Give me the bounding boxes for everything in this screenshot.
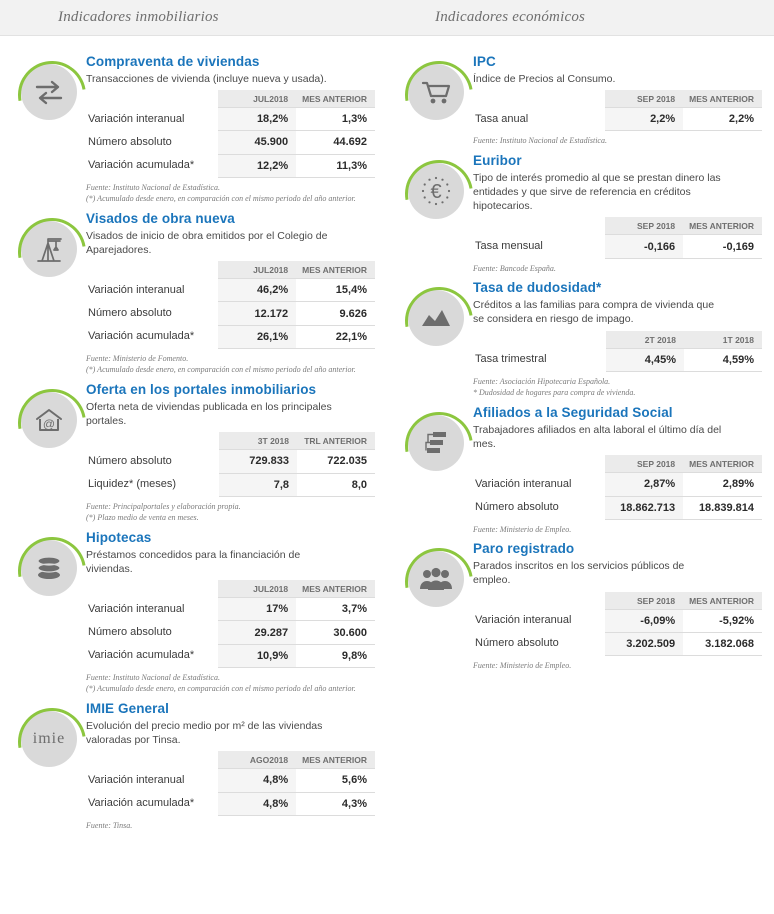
indicator-content — [473, 153, 762, 274]
indicator-notes — [473, 376, 762, 399]
row-value: 30.600 — [296, 621, 375, 644]
indicator-icon-cell — [399, 153, 473, 274]
source-note: (*) Acumulado desde enero, en comparación con el mismo periodo del año anterior. — [86, 365, 356, 375]
row-label: Número absoluto — [88, 454, 172, 467]
indicator-table — [473, 331, 762, 372]
row-value: 1,3% — [296, 108, 375, 131]
exchange-arrows-icon — [21, 64, 77, 120]
indicator-block — [387, 405, 774, 535]
indicator-notes — [473, 135, 762, 147]
source-note: Fuente: Asociación Hipotecaria Española. — [473, 376, 611, 386]
indicator-notes — [473, 524, 762, 536]
indicator-table — [473, 217, 762, 258]
indicator-block — [387, 280, 774, 399]
section-title-economic: Indicadores económicos — [435, 9, 586, 25]
indicator-title: Tasa de dudosidad* — [473, 280, 602, 296]
indicator-table — [473, 455, 762, 519]
source-note: Fuente: Ministerio de Empleo. — [473, 524, 572, 534]
table-row — [473, 348, 762, 371]
indicator-title: Afiliados a la Seguridad Social — [473, 404, 673, 420]
table-row — [473, 609, 762, 632]
table-row — [86, 598, 375, 621]
row-label: Variación interanual — [88, 773, 185, 786]
row-value: 3.182.068 — [683, 632, 762, 655]
table-header-row — [473, 217, 762, 235]
indicator-icon-cell — [399, 280, 473, 399]
svg-text:€: € — [430, 180, 442, 203]
row-label: Variación acumulada* — [88, 649, 195, 662]
row-value: 3,7% — [296, 598, 375, 621]
row-value: 15,4% — [296, 279, 375, 302]
euro-stars-icon — [408, 163, 464, 219]
indicator-content — [473, 280, 762, 399]
table-row — [86, 131, 375, 154]
section-header-band — [0, 0, 774, 36]
table-row — [86, 154, 375, 177]
indicator-title: Oferta en los portales inmobiliarios — [86, 382, 317, 398]
mountain-chart-icon — [408, 290, 464, 346]
source-note: (*) Acumulado desde enero, en comparación con el mismo periodo del año anterior. — [86, 684, 356, 694]
table-header-period: SEP 2018 — [605, 592, 683, 610]
row-value: 4,8% — [218, 769, 296, 792]
organization-chart-icon — [408, 415, 464, 471]
indicator-icon-cell — [399, 541, 473, 671]
row-value: 2,2% — [683, 108, 762, 131]
row-value: -5,92% — [683, 609, 762, 632]
row-value: 7,8 — [219, 473, 297, 496]
table-header-blank — [86, 261, 218, 279]
indicator-title: IPC — [473, 54, 496, 69]
row-label: Número absoluto — [88, 306, 172, 319]
people-group-icon — [408, 551, 464, 607]
row-value: 11,3% — [296, 154, 375, 177]
indicator-notes — [86, 672, 375, 695]
indicator-description: Parados inscritos en los servicios públicos de empleo. — [473, 560, 685, 587]
table-row — [86, 302, 375, 325]
table-header-period: MES ANTERIOR — [296, 580, 375, 598]
row-value: 2,87% — [605, 473, 683, 496]
source-note: (*) Plazo medio de venta en meses. — [86, 513, 199, 523]
table-header-period: MES ANTERIOR — [683, 455, 762, 473]
indicator-icon-cell — [12, 382, 86, 524]
indicator-icon-cell — [399, 54, 473, 147]
indicator-description: Créditos a las familias para compra de vivienda que se considera en riesgo de impago. — [473, 299, 715, 326]
table-header-row — [86, 751, 375, 769]
row-value: 18.862.713 — [605, 496, 683, 519]
indicator-title: IMIE General — [86, 701, 169, 717]
row-value: 26,1% — [218, 325, 296, 348]
table-row — [86, 473, 375, 496]
row-value: 9.626 — [296, 302, 375, 325]
table-header-period: MES ANTERIOR — [296, 261, 375, 279]
indicator-content — [473, 405, 762, 535]
indicator-icon-cell — [399, 405, 473, 535]
indicator-content — [473, 54, 762, 147]
row-value: 4,45% — [606, 348, 684, 371]
table-row — [473, 235, 762, 258]
indicator-description: Evolución del precio medio por m² de las viviendas valoradas por Tinsa. — [86, 720, 323, 747]
table-header-blank — [86, 90, 218, 108]
row-value: -6,09% — [605, 609, 683, 632]
indicator-icon-cell — [12, 211, 86, 376]
indicator-table — [86, 261, 375, 349]
table-header-blank — [473, 90, 605, 108]
indicator-notes — [473, 263, 762, 275]
indicator-description: Transacciones de vivienda (incluye nueva y usada). — [86, 73, 327, 85]
indicator-icon-cell — [12, 701, 86, 831]
table-header-period: SEP 2018 — [605, 90, 683, 108]
table-header-period: JUL2018 — [218, 261, 296, 279]
row-value: 2,2% — [605, 108, 683, 131]
table-header-row — [473, 455, 762, 473]
indicator-title: Paro registrado — [473, 541, 575, 557]
indicator-description: Préstamos concedidos para la financiación de viviendas. — [86, 548, 301, 576]
table-header-blank — [473, 455, 605, 473]
table-header-period: MES ANTERIOR — [683, 592, 762, 610]
indicator-notes — [473, 660, 762, 672]
row-value: 8,0 — [297, 473, 375, 496]
indicator-notes — [86, 353, 375, 376]
indicator-table — [86, 90, 375, 178]
indicator-block — [0, 382, 387, 524]
indicator-description: Oferta neta de viviendas publicada en los principales portales. — [86, 401, 332, 428]
row-label: Variación acumulada* — [88, 159, 195, 172]
table-header-blank — [86, 432, 219, 450]
indicator-content — [86, 54, 375, 205]
indicator-content — [86, 382, 375, 524]
row-value: 4,59% — [684, 348, 762, 371]
indicator-block — [0, 211, 387, 376]
indicator-icon-cell — [12, 530, 86, 695]
svg-text:@: @ — [42, 417, 56, 432]
table-header-period: SEP 2018 — [605, 455, 683, 473]
source-note: Fuente: Ministerio de Empleo. — [473, 661, 572, 670]
source-note: Fuente: Tinsa. — [86, 820, 133, 830]
indicator-notes — [86, 820, 375, 832]
row-value: 9,8% — [296, 644, 375, 667]
row-value: 722.035 — [297, 450, 375, 473]
column-real-estate-indicators — [0, 36, 387, 837]
table-header-row — [473, 331, 762, 349]
table-header-period: JUL2018 — [218, 580, 296, 598]
table-header-period: MES ANTERIOR — [683, 217, 762, 235]
row-value: 12.172 — [218, 302, 296, 325]
table-header-blank — [473, 217, 605, 235]
row-value: 44.692 — [296, 131, 375, 154]
indicator-table — [473, 592, 762, 656]
source-note: Fuente: Bancode España. — [473, 263, 556, 273]
table-header-row — [86, 261, 375, 279]
table-header-period: TRL ANTERIOR — [297, 432, 375, 450]
table-header-row — [473, 90, 762, 108]
indicator-content — [86, 701, 375, 831]
table-header-period: 3T 2018 — [219, 432, 297, 450]
table-header-period: SEP 2018 — [605, 217, 683, 235]
table-header-blank — [86, 580, 218, 598]
row-value: 22,1% — [296, 325, 375, 348]
row-label: Liquidez* (meses) — [88, 478, 177, 491]
row-label: Número absoluto — [475, 637, 559, 650]
indicator-content — [86, 211, 375, 376]
table-row — [86, 325, 375, 348]
indicator-notes — [86, 501, 375, 524]
table-header-row — [86, 432, 375, 450]
indicator-table — [86, 580, 375, 668]
source-note: Fuente: Instituto Nacional de Estadística. — [86, 182, 220, 192]
row-label: Variación interanual — [88, 283, 185, 296]
row-label: Variación interanual — [475, 477, 572, 490]
indicator-block — [387, 153, 774, 274]
row-label: Tasa anual — [475, 112, 529, 125]
indicator-title: Visados de obra nueva — [86, 210, 235, 226]
table-header-blank — [86, 751, 218, 769]
imie-logo-icon: imie — [21, 711, 77, 767]
table-header-period: MES ANTERIOR — [296, 90, 375, 108]
table-row — [473, 108, 762, 131]
row-label: Variación interanual — [88, 602, 185, 615]
table-row — [473, 473, 762, 496]
source-note: Fuente: Instituto Nacional de Estadística. — [473, 136, 607, 146]
row-value: 729.833 — [219, 450, 297, 473]
row-value: 2,89% — [683, 473, 762, 496]
table-header-row — [86, 580, 375, 598]
row-value: 4,8% — [218, 792, 296, 815]
row-value: 18.839.814 — [683, 496, 762, 519]
table-header-period: 1T 2018 — [684, 331, 762, 349]
table-row — [473, 496, 762, 519]
source-note: (*) Acumulado desde enero, en comparación con el mismo periodo del año anterior. — [86, 194, 356, 204]
row-value: 29.287 — [218, 621, 296, 644]
house-at-icon — [21, 392, 77, 448]
table-row — [86, 792, 375, 815]
table-row — [473, 632, 762, 655]
indicator-description: Índice de Precios al Consumo. — [473, 73, 616, 85]
table-header-blank — [473, 331, 606, 349]
indicator-block — [0, 530, 387, 695]
row-value: 12,2% — [218, 154, 296, 177]
row-value: 46,2% — [218, 279, 296, 302]
table-row — [86, 621, 375, 644]
header-column-right — [387, 0, 774, 35]
table-header-period: MES ANTERIOR — [683, 90, 762, 108]
indicator-description: Trabajadores afiliados en alta laboral el último día del mes. — [473, 423, 722, 451]
row-label: Variación acumulada* — [88, 330, 195, 343]
coins-stack-icon — [21, 540, 77, 596]
row-value: 4,3% — [296, 792, 375, 815]
indicator-description: Tipo de interés promedio al que se prestan dinero las entidades y que sirve de referencia en créditos hipotecarios. — [473, 171, 721, 213]
table-row — [86, 644, 375, 667]
indicator-title: Hipotecas — [86, 529, 152, 545]
row-value: 10,9% — [218, 644, 296, 667]
header-column-left — [0, 0, 387, 35]
indicator-content — [473, 541, 762, 671]
indicator-table — [86, 432, 375, 496]
column-economic-indicators — [387, 36, 774, 837]
table-header-period: MES ANTERIOR — [296, 751, 375, 769]
source-note: * Dudosidad de hogares para compra de vivienda. — [473, 388, 636, 398]
row-value: 45.900 — [218, 131, 296, 154]
row-label: Tasa trimestral — [475, 353, 547, 366]
indicator-table — [473, 90, 762, 131]
table-header-period: JUL2018 — [218, 90, 296, 108]
table-header-period: 2T 2018 — [606, 331, 684, 349]
source-note: Fuente: Principalportales y elaboración propia. — [86, 501, 241, 511]
row-value: 18,2% — [218, 108, 296, 131]
row-label: Número absoluto — [88, 135, 172, 148]
row-value: -0,166 — [605, 235, 683, 258]
row-label: Tasa mensual — [475, 239, 543, 252]
indicator-block — [387, 54, 774, 147]
row-value: 3.202.509 — [605, 632, 683, 655]
table-row — [86, 450, 375, 473]
table-header-row — [86, 90, 375, 108]
indicator-columns — [0, 36, 774, 837]
shopping-cart-icon — [408, 64, 464, 120]
indicator-block — [0, 54, 387, 205]
row-label: Variación interanual — [88, 112, 185, 125]
row-label: Variación acumulada* — [88, 797, 195, 810]
indicator-table — [86, 751, 375, 815]
row-value: 17% — [218, 598, 296, 621]
indicator-title: Euribor — [473, 152, 522, 168]
row-label: Variación interanual — [475, 614, 572, 627]
row-label: Número absoluto — [475, 501, 559, 513]
table-row — [86, 279, 375, 302]
indicator-block — [0, 701, 387, 831]
indicator-title: Compraventa de viviendas — [86, 54, 260, 69]
indicator-content — [86, 530, 375, 695]
table-header-row — [473, 592, 762, 610]
indicator-notes — [86, 182, 375, 205]
crane-icon — [21, 221, 77, 277]
section-title-real-estate: Indicadores inmobiliarios — [58, 9, 219, 25]
row-value: -0,169 — [683, 235, 762, 258]
indicator-icon-cell — [12, 54, 86, 205]
row-label: Número absoluto — [88, 625, 172, 638]
source-note: Fuente: Ministerio de Fomento. — [86, 353, 189, 363]
table-header-blank — [473, 592, 605, 610]
indicator-block — [387, 541, 774, 671]
table-row — [86, 108, 375, 131]
table-header-period: AGO2018 — [218, 751, 296, 769]
indicator-description: Visados de inicio de obra emitidos por el Colegio de Aparejadores. — [86, 229, 328, 257]
source-note: Fuente: Instituto Nacional de Estadística. — [86, 672, 220, 682]
table-row — [86, 769, 375, 792]
row-value: 5,6% — [296, 769, 375, 792]
